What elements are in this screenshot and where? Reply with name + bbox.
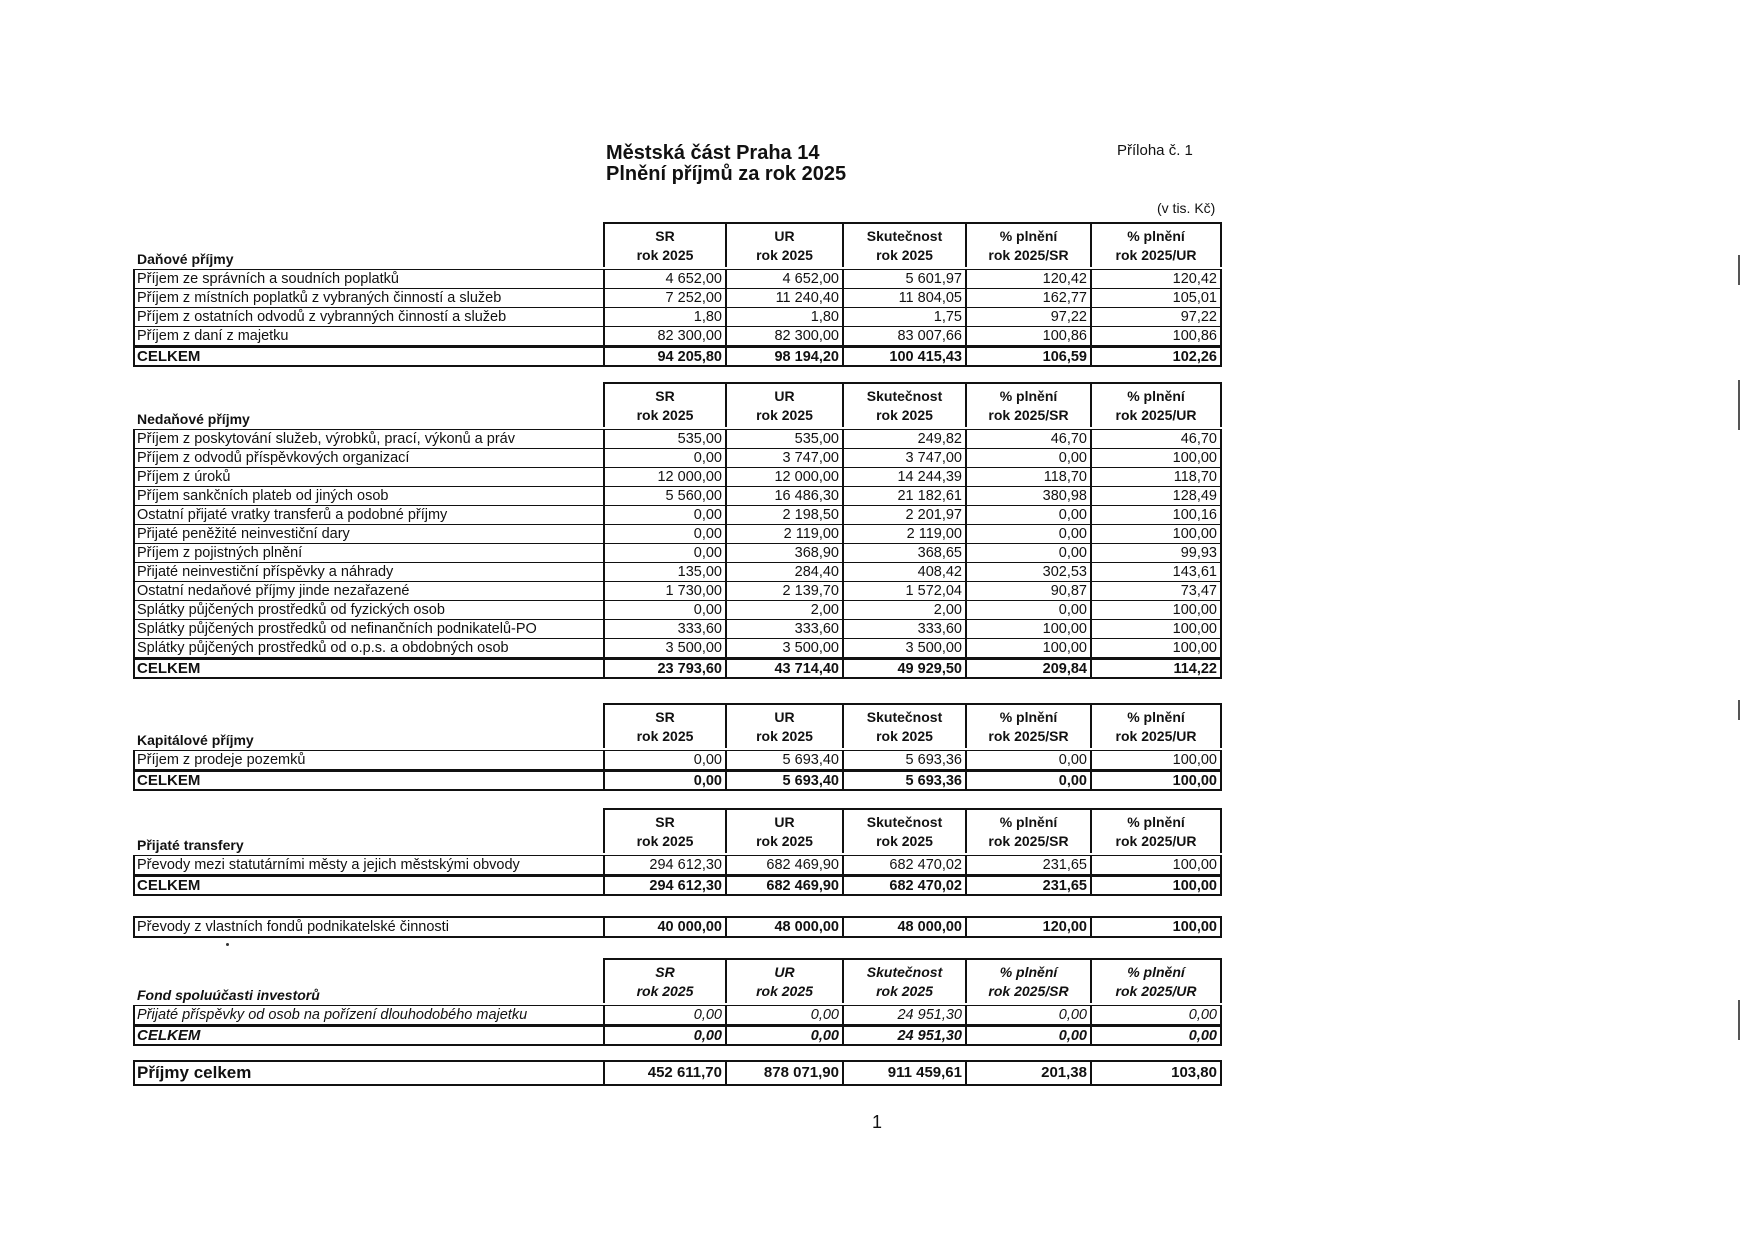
cell-pct-sr: 231,65 bbox=[967, 877, 1092, 894]
column-header-line: % plnění bbox=[999, 964, 1058, 980]
scan-edge-mark bbox=[1738, 255, 1740, 285]
row-label: Příjem z prodeje pozemků bbox=[135, 751, 605, 769]
cell-pct-sr: 100,00 bbox=[967, 639, 1092, 657]
column-header-line: rok 2025 bbox=[876, 247, 933, 263]
cell-ur: 4 652,00 bbox=[727, 270, 844, 288]
cell-pct-ur: 114,22 bbox=[1173, 661, 1217, 677]
document-title: Městská část Praha 14 bbox=[606, 142, 820, 164]
row-label: Příjem z poskytování služeb, výrobků, prací, výkonů a práv bbox=[135, 430, 605, 448]
section-caption: Daňové příjmy bbox=[137, 251, 234, 267]
cell-pct-ur: 100,00 bbox=[1172, 857, 1217, 873]
total-label: CELKEM bbox=[135, 348, 605, 365]
column-header-line: Skutečnost bbox=[866, 964, 943, 980]
cell-ur: 0,00 bbox=[727, 1027, 844, 1044]
cell-ur: 535,00 bbox=[727, 430, 844, 448]
grand-total-label: Příjmy celkem bbox=[135, 1062, 605, 1084]
scan-edge-mark bbox=[1738, 380, 1740, 430]
cell-actual: 1,75 bbox=[844, 308, 967, 326]
section-caption: Fond spoluúčasti investorů bbox=[137, 987, 320, 1003]
cell-actual: 3 500,00 bbox=[844, 639, 967, 657]
cell-ur: 682 469,90 bbox=[727, 856, 844, 874]
cell-ur: 5 693,40 bbox=[727, 751, 844, 769]
cell-pct-ur: 100,00 bbox=[1172, 450, 1217, 466]
table-row bbox=[133, 543, 1222, 562]
column-header bbox=[844, 960, 967, 1003]
column-header-line: SR bbox=[655, 964, 675, 980]
row-label: Příjem z odvodů příspěvkových organizací bbox=[135, 449, 605, 467]
grand-total-block bbox=[133, 1060, 1222, 1086]
column-header-line: rok 2025/UR bbox=[1115, 833, 1197, 849]
total-label: CELKEM bbox=[135, 877, 605, 894]
column-header bbox=[1092, 960, 1220, 1003]
cell-pct-ur: 100,00 bbox=[1172, 773, 1217, 789]
column-header bbox=[844, 810, 967, 853]
cell-ur: 82 300,00 bbox=[727, 327, 844, 345]
table-row bbox=[133, 619, 1222, 638]
column-header bbox=[844, 224, 967, 267]
column-headers bbox=[603, 222, 1222, 267]
cell-pct-ur: 102,26 bbox=[1172, 349, 1217, 365]
cell-pct-sr: 0,00 bbox=[967, 751, 1092, 769]
column-header bbox=[605, 705, 727, 748]
cell-ur: 333,60 bbox=[727, 620, 844, 638]
row-label: Příjem ze správních a soudních poplatků bbox=[135, 270, 605, 288]
cell-sr: 1,80 bbox=[605, 308, 727, 326]
column-header bbox=[967, 960, 1092, 1003]
cell-sr: 0,00 bbox=[605, 1027, 727, 1044]
cell-pct-ur: 118,70 bbox=[1173, 469, 1217, 485]
cell-actual: 5 693,36 bbox=[844, 751, 967, 769]
cell-actual: 2 201,97 bbox=[844, 506, 967, 524]
cell-pct-ur: 46,70 bbox=[1180, 431, 1217, 447]
table-row bbox=[133, 581, 1222, 600]
cell-pct-sr: 201,38 bbox=[967, 1062, 1092, 1084]
column-header-line: rok 2025 bbox=[756, 407, 813, 423]
cell-sr: 12 000,00 bbox=[605, 468, 727, 486]
cell-actual: 83 007,66 bbox=[844, 327, 967, 345]
cell-sr: 40 000,00 bbox=[605, 918, 727, 936]
cell-pct-ur: 105,01 bbox=[1172, 290, 1217, 306]
cell-pct-ur: 0,00 bbox=[1188, 1028, 1217, 1044]
cell-pct-ur: 120,42 bbox=[1172, 271, 1217, 287]
document-subtitle: Plnění příjmů za rok 2025 bbox=[606, 163, 847, 185]
cell-pct-sr: 0,00 bbox=[967, 1027, 1092, 1044]
column-header-line: % plnění bbox=[999, 814, 1058, 830]
cell-pct-sr: 231,65 bbox=[967, 856, 1092, 874]
cell-actual: 1 572,04 bbox=[844, 582, 967, 600]
cell-sr: 7 252,00 bbox=[605, 289, 727, 307]
table-row bbox=[133, 269, 1222, 288]
cell-ur: 48 000,00 bbox=[727, 918, 844, 936]
scan-edge-mark bbox=[1738, 1000, 1740, 1040]
cell-actual: 368,65 bbox=[844, 544, 967, 562]
cell-pct-sr: 106,59 bbox=[967, 348, 1092, 365]
cell-sr: 0,00 bbox=[605, 1006, 727, 1024]
cell-pct-sr: 120,00 bbox=[967, 918, 1092, 936]
stray-mark bbox=[226, 943, 229, 946]
section-rows bbox=[133, 1005, 1222, 1025]
column-header-line: rok 2025/SR bbox=[988, 247, 1069, 263]
cell-pct-ur: 100,86 bbox=[1172, 328, 1217, 344]
column-header bbox=[727, 810, 844, 853]
cell-pct-sr: 100,00 bbox=[967, 620, 1092, 638]
cell-ur: 368,90 bbox=[727, 544, 844, 562]
column-header-line: rok 2025 bbox=[636, 407, 694, 423]
section-header bbox=[133, 808, 1222, 855]
row-label: Příjem z ostatních odvodů z vybranných činností a služeb bbox=[135, 308, 605, 326]
cell-actual: 5 601,97 bbox=[844, 270, 967, 288]
cell-ur: 3 500,00 bbox=[727, 639, 844, 657]
column-header-line: rok 2025/UR bbox=[1115, 407, 1197, 423]
column-header-line: SR bbox=[655, 228, 675, 244]
table-row bbox=[133, 467, 1222, 486]
section-table bbox=[133, 808, 1222, 896]
column-headers bbox=[603, 382, 1222, 427]
cell-sr: 0,00 bbox=[605, 506, 727, 524]
cell-pct-ur: 0,00 bbox=[1188, 1007, 1217, 1023]
column-header-line: % plnění bbox=[1127, 228, 1185, 244]
column-header-line: % plnění bbox=[999, 709, 1058, 725]
row-label: Ostatní přijaté vratky transferů a podobné příjmy bbox=[135, 506, 605, 524]
cell-pct-sr: 118,70 bbox=[967, 468, 1092, 486]
cell-pct-sr: 0,00 bbox=[967, 449, 1092, 467]
section-header bbox=[133, 222, 1222, 269]
column-header-line: rok 2025/SR bbox=[988, 833, 1069, 849]
cell-pct-sr: 0,00 bbox=[967, 1006, 1092, 1024]
column-header-line: rok 2025/SR bbox=[988, 728, 1069, 744]
cell-ur: 2 139,70 bbox=[727, 582, 844, 600]
column-header-line: % plnění bbox=[999, 388, 1058, 404]
table-row bbox=[133, 855, 1222, 874]
cell-sr: 294 612,30 bbox=[605, 856, 727, 874]
section-table bbox=[133, 958, 1222, 1046]
cell-pct-sr: 100,86 bbox=[967, 327, 1092, 345]
cell-sr: 135,00 bbox=[605, 563, 727, 581]
scan-edge-mark bbox=[1738, 700, 1740, 720]
cell-pct-sr: 209,84 bbox=[967, 660, 1092, 677]
cell-actual: 682 470,02 bbox=[844, 856, 967, 874]
cell-pct-sr: 380,98 bbox=[967, 487, 1092, 505]
column-header-line: rok 2025 bbox=[756, 833, 813, 849]
column-header bbox=[844, 705, 967, 748]
cell-sr: 535,00 bbox=[605, 430, 727, 448]
cell-pct-ur: 100,00 bbox=[1172, 621, 1217, 637]
row-label: Splátky půjčených prostředků od fyzických osob bbox=[135, 601, 605, 619]
table-row bbox=[133, 1005, 1222, 1024]
cell-actual: 5 693,36 bbox=[844, 772, 967, 789]
column-header-line: % plnění bbox=[999, 228, 1058, 244]
cell-actual: 333,60 bbox=[844, 620, 967, 638]
section-rows bbox=[133, 269, 1222, 346]
column-header bbox=[1092, 705, 1220, 748]
row-label: Ostatní nedaňové příjmy jinde nezařazené bbox=[135, 582, 605, 600]
cell-pct-sr: 0,00 bbox=[967, 525, 1092, 543]
column-header-line: rok 2025 bbox=[636, 728, 694, 744]
row-label: Splátky půjčených prostředků od nefinančních podnikatelů-PO bbox=[135, 620, 605, 638]
column-header bbox=[967, 705, 1092, 748]
cell-pct-ur: 97,22 bbox=[1180, 309, 1217, 325]
column-header bbox=[967, 384, 1092, 427]
row-label: Příjem z místních poplatků z vybraných činností a služeb bbox=[135, 289, 605, 307]
column-header-line: rok 2025 bbox=[756, 247, 813, 263]
column-header-line: UR bbox=[774, 964, 795, 980]
column-header-line: % plnění bbox=[1127, 814, 1185, 830]
row-label: Přijaté příspěvky od osob na pořízení dlouhodobého majetku bbox=[135, 1006, 605, 1024]
cell-ur: 5 693,40 bbox=[727, 772, 844, 789]
column-header-line: Skutečnost bbox=[866, 388, 943, 404]
cell-ur: 2,00 bbox=[727, 601, 844, 619]
cell-pct-ur: 100,00 bbox=[1172, 919, 1217, 935]
cell-actual: 24 951,30 bbox=[844, 1006, 967, 1024]
column-header-line: rok 2025 bbox=[756, 983, 813, 999]
column-header bbox=[967, 810, 1092, 853]
own-funds-row bbox=[133, 916, 1222, 938]
cell-ur: 1,80 bbox=[727, 308, 844, 326]
section-caption: Nedaňové příjmy bbox=[137, 411, 250, 427]
column-header-line: UR bbox=[774, 709, 795, 725]
column-headers bbox=[603, 703, 1222, 748]
column-header-line: Skutečnost bbox=[866, 228, 943, 244]
column-header-line: rok 2025 bbox=[876, 983, 933, 999]
cell-sr: 1 730,00 bbox=[605, 582, 727, 600]
column-header bbox=[967, 224, 1092, 267]
cell-actual: 408,42 bbox=[844, 563, 967, 581]
column-header-line: rok 2025 bbox=[876, 728, 933, 744]
total-row bbox=[133, 770, 1222, 791]
section-table bbox=[133, 382, 1222, 679]
cell-pct-ur: 100,00 bbox=[1172, 878, 1217, 894]
row-label: Přijaté neinvestiční příspěvky a náhrady bbox=[135, 563, 605, 581]
cell-sr: 5 560,00 bbox=[605, 487, 727, 505]
row-label: Příjem z pojistných plnění bbox=[135, 544, 605, 562]
column-header bbox=[1092, 810, 1220, 853]
table-row bbox=[133, 486, 1222, 505]
cell-ur: 682 469,90 bbox=[727, 877, 844, 894]
cell-ur: 3 747,00 bbox=[727, 449, 844, 467]
column-header-line: rok 2025 bbox=[636, 247, 694, 263]
section-rows bbox=[133, 855, 1222, 875]
cell-pct-ur: 73,47 bbox=[1180, 583, 1217, 599]
cell-actual: 3 747,00 bbox=[844, 449, 967, 467]
column-header-line: Skutečnost bbox=[866, 709, 943, 725]
grand-total-row bbox=[133, 1060, 1222, 1086]
column-header-line: rok 2025 bbox=[876, 833, 933, 849]
appendix-label: Příloha č. 1 bbox=[1117, 142, 1193, 159]
column-header-line: SR bbox=[655, 814, 675, 830]
column-header-line: rok 2025 bbox=[756, 728, 813, 744]
column-header-line: SR bbox=[655, 388, 675, 404]
column-header-line: UR bbox=[774, 388, 795, 404]
cell-ur: 2 119,00 bbox=[727, 525, 844, 543]
column-header bbox=[605, 224, 727, 267]
cell-pct-sr: 162,77 bbox=[967, 289, 1092, 307]
cell-sr: 452 611,70 bbox=[605, 1062, 727, 1084]
cell-sr: 333,60 bbox=[605, 620, 727, 638]
row-label: Příjem sankčních plateb od jiných osob bbox=[135, 487, 605, 505]
cell-sr: 94 205,80 bbox=[605, 348, 727, 365]
column-header-line: SR bbox=[655, 709, 675, 725]
cell-actual: 49 929,50 bbox=[844, 660, 967, 677]
table-row bbox=[133, 562, 1222, 581]
cell-pct-sr: 46,70 bbox=[967, 430, 1092, 448]
section-table bbox=[133, 222, 1222, 367]
cell-sr: 294 612,30 bbox=[605, 877, 727, 894]
column-header bbox=[727, 960, 844, 1003]
units-label: (v tis. Kč) bbox=[1157, 200, 1216, 216]
column-header-line: % plnění bbox=[1127, 964, 1185, 980]
column-header bbox=[727, 384, 844, 427]
table-row bbox=[133, 326, 1222, 345]
row-label: Splátky půjčených prostředků od o.p.s. a obdobných osob bbox=[135, 639, 605, 657]
column-header-line: Skutečnost bbox=[866, 814, 943, 830]
column-header-line: rok 2025/SR bbox=[988, 983, 1069, 999]
table-row bbox=[133, 638, 1222, 657]
cell-pct-ur: 128,49 bbox=[1172, 488, 1217, 504]
cell-pct-sr: 302,53 bbox=[967, 563, 1092, 581]
table-row bbox=[133, 307, 1222, 326]
cell-sr: 4 652,00 bbox=[605, 270, 727, 288]
total-row bbox=[133, 346, 1222, 367]
total-label: CELKEM bbox=[135, 1027, 605, 1044]
section-header bbox=[133, 703, 1222, 750]
column-header bbox=[1092, 384, 1220, 427]
column-headers bbox=[603, 808, 1222, 853]
column-header-line: UR bbox=[774, 228, 795, 244]
row-label: Přijaté peněžité neinvestiční dary bbox=[135, 525, 605, 543]
cell-actual: 2 119,00 bbox=[844, 525, 967, 543]
cell-actual: 911 459,61 bbox=[844, 1062, 967, 1084]
cell-ur: 0,00 bbox=[727, 1006, 844, 1024]
cell-actual: 14 244,39 bbox=[844, 468, 967, 486]
cell-sr: 0,00 bbox=[605, 751, 727, 769]
table-row bbox=[133, 600, 1222, 619]
cell-pct-ur: 99,93 bbox=[1180, 545, 1217, 561]
own-funds-row-block bbox=[133, 916, 1222, 938]
section-rows bbox=[133, 429, 1222, 658]
cell-pct-sr: 97,22 bbox=[967, 308, 1092, 326]
cell-sr: 0,00 bbox=[605, 449, 727, 467]
table-row bbox=[133, 448, 1222, 467]
cell-pct-ur: 143,61 bbox=[1172, 564, 1217, 580]
table-row bbox=[133, 524, 1222, 543]
cell-pct-sr: 0,00 bbox=[967, 601, 1092, 619]
cell-sr: 3 500,00 bbox=[605, 639, 727, 657]
cell-pct-sr: 90,87 bbox=[967, 582, 1092, 600]
column-header bbox=[605, 960, 727, 1003]
column-header-line: rok 2025/SR bbox=[988, 407, 1069, 423]
page-number: 1 bbox=[872, 1112, 883, 1132]
cell-sr: 0,00 bbox=[605, 601, 727, 619]
column-header-line: rok 2025 bbox=[876, 407, 933, 423]
cell-sr: 0,00 bbox=[605, 525, 727, 543]
cell-pct-sr: 120,42 bbox=[967, 270, 1092, 288]
section-header bbox=[133, 958, 1222, 1005]
column-header-line: % plnění bbox=[1127, 388, 1185, 404]
section-header bbox=[133, 382, 1222, 429]
cell-sr: 0,00 bbox=[605, 772, 727, 789]
column-header bbox=[605, 384, 727, 427]
cell-actual: 24 951,30 bbox=[844, 1027, 967, 1044]
cell-pct-ur: 100,00 bbox=[1172, 752, 1217, 768]
column-header-line: rok 2025 bbox=[636, 833, 694, 849]
column-header-line: UR bbox=[774, 814, 795, 830]
cell-actual: 21 182,61 bbox=[844, 487, 967, 505]
section-caption: Kapitálové příjmy bbox=[137, 732, 254, 748]
column-headers bbox=[603, 958, 1222, 1003]
row-label: Převody mezi statutárními městy a jejich městskými obvody bbox=[135, 856, 605, 874]
cell-actual: 249,82 bbox=[844, 430, 967, 448]
column-header bbox=[844, 384, 967, 427]
cell-actual: 100 415,43 bbox=[844, 348, 967, 365]
cell-pct-ur: 100,16 bbox=[1172, 507, 1217, 523]
column-header-line: rok 2025/UR bbox=[1115, 247, 1197, 263]
cell-pct-ur: 100,00 bbox=[1172, 640, 1217, 656]
column-header-line: % plnění bbox=[1127, 709, 1185, 725]
column-header bbox=[605, 810, 727, 853]
cell-ur: 16 486,30 bbox=[727, 487, 844, 505]
cell-pct-ur: 103,80 bbox=[1171, 1064, 1217, 1081]
cell-ur: 98 194,20 bbox=[727, 348, 844, 365]
cell-sr: 23 793,60 bbox=[605, 660, 727, 677]
total-row bbox=[133, 875, 1222, 896]
cell-pct-sr: 0,00 bbox=[967, 506, 1092, 524]
column-header-line: rok 2025/UR bbox=[1115, 983, 1197, 999]
column-header-line: rok 2025 bbox=[636, 983, 694, 999]
cell-pct-sr: 0,00 bbox=[967, 772, 1092, 789]
section-caption: Přijaté transfery bbox=[137, 837, 244, 853]
cell-pct-ur: 100,00 bbox=[1172, 526, 1217, 542]
cell-actual: 2,00 bbox=[844, 601, 967, 619]
row-label: Příjem z úroků bbox=[135, 468, 605, 486]
cell-sr: 82 300,00 bbox=[605, 327, 727, 345]
cell-sr: 0,00 bbox=[605, 544, 727, 562]
cell-ur: 11 240,40 bbox=[727, 289, 844, 307]
column-header bbox=[1092, 224, 1220, 267]
cell-ur: 2 198,50 bbox=[727, 506, 844, 524]
column-header bbox=[727, 705, 844, 748]
cell-actual: 48 000,00 bbox=[844, 918, 967, 936]
cell-actual: 682 470,02 bbox=[844, 877, 967, 894]
column-header bbox=[727, 224, 844, 267]
cell-ur: 878 071,90 bbox=[727, 1062, 844, 1084]
cell-ur: 12 000,00 bbox=[727, 468, 844, 486]
cell-ur: 43 714,40 bbox=[727, 660, 844, 677]
section-rows bbox=[133, 750, 1222, 770]
table-row bbox=[133, 288, 1222, 307]
table-row bbox=[133, 429, 1222, 448]
total-row bbox=[133, 658, 1222, 679]
row-label: Příjem z daní z majetku bbox=[135, 327, 605, 345]
section-table bbox=[133, 703, 1222, 791]
table-row bbox=[133, 750, 1222, 769]
cell-pct-sr: 0,00 bbox=[967, 544, 1092, 562]
total-row bbox=[133, 1025, 1222, 1046]
total-label: CELKEM bbox=[135, 772, 605, 789]
total-label: CELKEM bbox=[135, 660, 605, 677]
table-row bbox=[133, 505, 1222, 524]
row-label: Převody z vlastních fondů podnikatelské činnosti bbox=[135, 918, 605, 936]
cell-ur: 284,40 bbox=[727, 563, 844, 581]
cell-pct-ur: 100,00 bbox=[1172, 602, 1217, 618]
cell-actual: 11 804,05 bbox=[844, 289, 967, 307]
column-header-line: rok 2025/UR bbox=[1115, 728, 1197, 744]
